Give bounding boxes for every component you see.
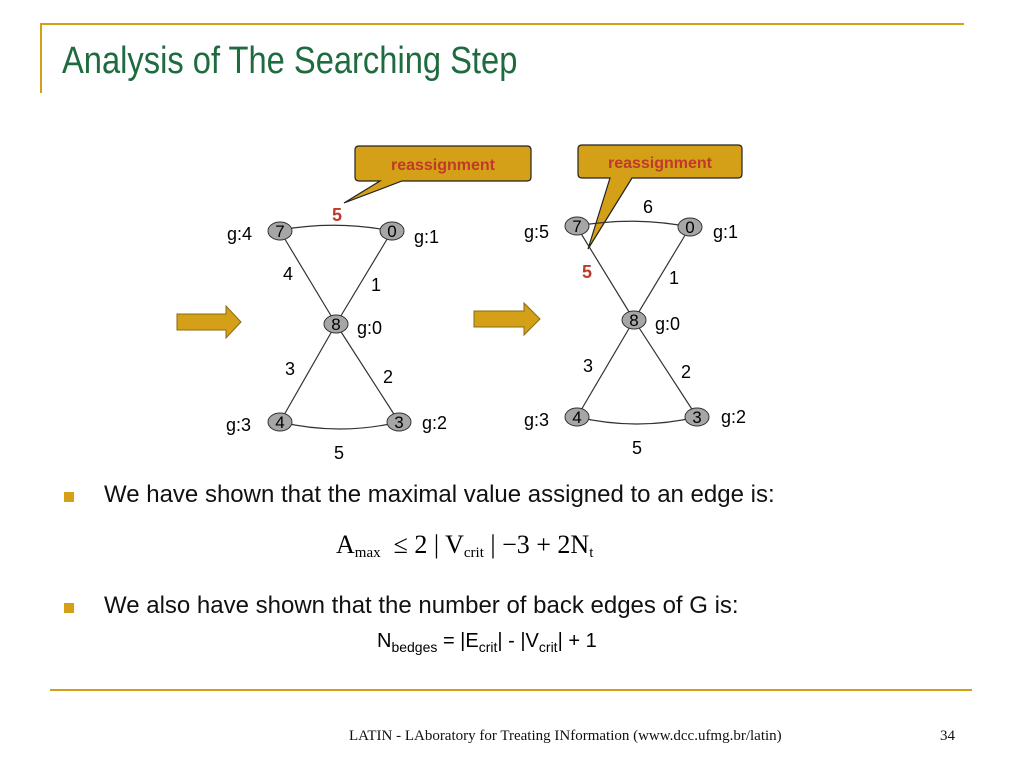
slide-footer: LATIN - LAboratory for Treating INformation (www.dcc.ufmg.br/latin): [349, 728, 782, 744]
formula2-eq: = |E: [437, 630, 479, 652]
formula2-mid: | - |V: [497, 630, 539, 652]
left-g-label-8: g:0: [357, 318, 383, 338]
left-edge-label-8-3: 2: [382, 367, 394, 387]
right-edge-0-8: [634, 227, 690, 320]
left-node-7-id: 7: [275, 222, 285, 241]
left-node-3-id: 3: [394, 413, 404, 432]
left-edge-label-4-3: 5: [333, 443, 345, 463]
left-node-0-id: 0: [387, 222, 397, 241]
formula1-a-sub: max: [354, 545, 381, 561]
formula2-end: | + 1: [557, 630, 597, 652]
right-node-3-id: 3: [692, 408, 702, 427]
right-g-label-0: g:1: [713, 222, 739, 242]
formula2-n: N: [377, 630, 392, 652]
right-g-label-7: g:5: [524, 222, 550, 242]
formula1-rest: | −3 + 2N: [490, 530, 590, 559]
right-g-label-3: g:2: [721, 407, 747, 427]
left-g-label-4: g:3: [226, 415, 252, 435]
left-callout-label: reassignment: [390, 157, 496, 174]
formula1-n-sub: t: [589, 545, 594, 561]
right-edge-label-7-0: 6: [642, 197, 654, 217]
right-edge-4-3: [577, 417, 697, 424]
bullet-2-text: We also have shown that the number of back edges of G is:: [104, 592, 739, 619]
right-node-0-id: 0: [685, 218, 695, 237]
left-callout: [344, 146, 531, 203]
left-edge-label-7-0: 5: [331, 205, 343, 225]
right-node-8-id: 8: [629, 311, 639, 330]
formula-back-edges: [377, 630, 597, 655]
formula1-v-sub: crit: [463, 545, 484, 561]
middle-arrow-icon: [474, 303, 540, 335]
formula1-a: A: [336, 530, 355, 559]
right-node-7-id: 7: [572, 217, 582, 236]
right-g-label-4: g:3: [524, 410, 550, 430]
bullet-marker-2: [64, 603, 74, 613]
right-graph: [524, 145, 746, 458]
left-g-label-3: g:2: [422, 413, 448, 433]
right-edge-label-0-8: 1: [668, 268, 680, 288]
slide-title: Analysis of The Searching Step: [62, 40, 518, 82]
right-g-label-8: g:0: [655, 314, 681, 334]
right-edge-label-8-3: 2: [680, 362, 692, 382]
right-edge-7-0: [577, 221, 690, 227]
bullet-marker-1: [64, 492, 74, 502]
formula1-rel: ≤ 2 | V: [393, 530, 464, 559]
left-graph: [226, 146, 531, 463]
left-g-label-7: g:4: [227, 224, 253, 244]
right-node-4-id: 4: [572, 408, 582, 427]
left-arrow-icon: [177, 306, 241, 338]
right-edge-label-7-8: 5: [581, 262, 593, 282]
formula2-v-sub: crit: [538, 639, 558, 655]
right-edge-label-4-3: 5: [631, 438, 643, 458]
left-g-label-0: g:1: [414, 227, 440, 247]
left-edge-7-0: [280, 225, 392, 231]
right-edge-label-8-4: 3: [582, 356, 594, 376]
formula-max-edge-value: [336, 530, 593, 562]
bullet-1-text: We have shown that the maximal value assigned to an edge is:: [104, 481, 775, 508]
left-node-4-id: 4: [275, 413, 285, 432]
formula2-n-sub: bedges: [391, 639, 438, 655]
formula2-e-sub: crit: [478, 639, 498, 655]
frame-bottom-rule: [50, 689, 972, 691]
right-callout-label: reassignment: [607, 155, 713, 172]
left-edge-label-0-8: 1: [370, 275, 382, 295]
page-number: 34: [940, 728, 955, 744]
left-edge-0-8: [336, 231, 392, 324]
left-node-8-id: 8: [331, 315, 341, 334]
left-edge-4-3: [280, 422, 399, 429]
left-edge-label-7-8: 4: [282, 264, 294, 284]
left-edge-label-8-4: 3: [284, 359, 296, 379]
